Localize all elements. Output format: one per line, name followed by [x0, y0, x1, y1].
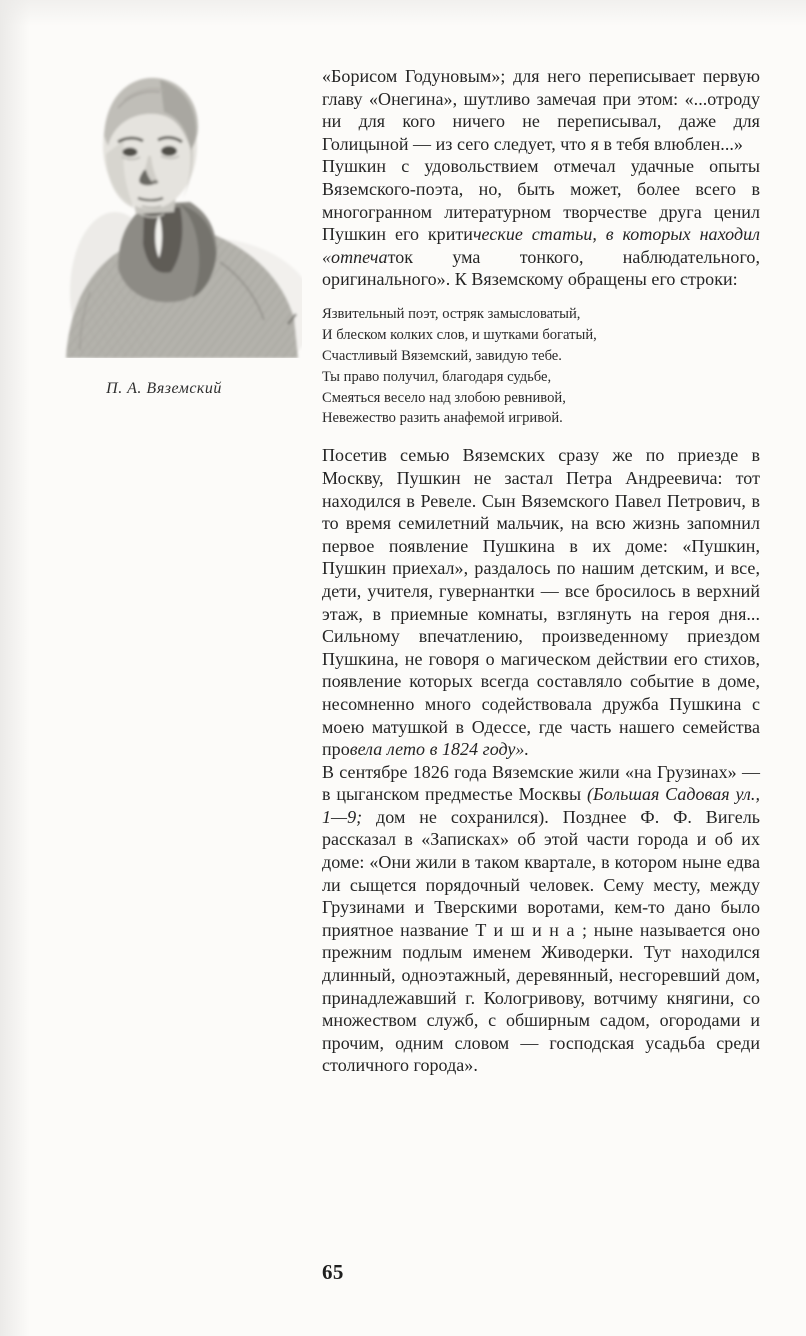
text-run: ческие статьи, в которых находил «отпеча	[322, 224, 761, 267]
portrait-illustration	[60, 62, 302, 358]
poem-line: Язвительный поэт, остряк замысловатый,	[322, 305, 581, 322]
text-run: Пушкин с удовольствием отмечал удачные опыты Вяземского-поэта, но, быть может, более всего в многогранном литературном творчестве друга ценил Пушкин его крити	[322, 156, 760, 245]
body-paragraph	[322, 761, 760, 1077]
text-run: «Борисом Годуновым»; для него переписывает первую главу «Онегина», шутливо замечая при этом: «...отроду ни для кого ничего не переписывал, даже для Голицыной — из сего следует, что я в тебя влюблен...»	[322, 66, 760, 154]
body-paragraph	[322, 444, 760, 760]
text-run: ток ума тонкого, наблюдательного, оригинального». К Вяземскому обращены его строки:	[322, 246, 760, 290]
page-number: 65	[322, 1260, 344, 1284]
portrait-caption: П. А. Вяземский	[106, 380, 222, 397]
text-run: (Большая Садовая ул., 1—9;	[322, 784, 760, 827]
poem-line: Смеяться весело над злобою ревнивой,	[322, 389, 566, 406]
scan-shading-left	[0, 0, 30, 1336]
text-run: дом не сохранился). Позднее Ф. Ф. Вигель рассказал в «Записках» об этой части города и об их доме: «Они жили в таком квартале, в котором ныне едва ли сыщется порядочный человек. Сему месту, между Грузинами и Тверскими воротами, кем-то дано было приятное название	[322, 806, 760, 940]
text-run: В сентябре 1826 года Вяземские жили «на Грузинах» — в цыганском предместье Москвы	[322, 761, 760, 805]
poem-line: Счастливый Вяземский, завидую тебе.	[322, 347, 562, 364]
body-paragraph	[322, 155, 760, 291]
body-paragraph	[322, 65, 760, 155]
text-run: вела лето в 1824 году».	[349, 739, 530, 760]
poem-line: Ты право получил, благодаря судьбе,	[322, 368, 552, 385]
poem-line: И блеском колких слов, и шутками богатый,	[322, 326, 597, 343]
poem-block	[322, 304, 760, 429]
text-run: Тишина	[475, 919, 583, 940]
text-column	[322, 65, 760, 1077]
scan-shading-top	[0, 0, 806, 26]
pencil-portrait-icon	[60, 62, 302, 358]
poem-line: Невежество разить анафемой игривой.	[322, 410, 563, 427]
text-run: Посетив семью Вяземских сразу же по приезде в Москву, Пушкин не застал Петра Андреевича: тот находился в Ревеле. Сын Вяземского Павел Петрович, в то время семилетний мальчик, на всю жизнь запомнил первое появление Пушкина в их доме: «Пушкин, Пушкин приехал», раздалось по нашим детским, и все, дети, учителя, гувернантки — все бросилось в верхний этаж, в приемные комнаты, взглянуть на героя дня... Сильному впечатлению, произведенному приездом Пушкина, не говоря о магическом действии его стихов, появление которых всегда составляло событие в доме, несомненно много содействовала дружба Пушкина с моею матушкой в Одессе, где часть нашего семейства про	[322, 445, 760, 760]
text-run: ; ныне называется оно прежним подлым именем Живодерки. Тут находился длинный, одноэтажный, деревянный, несгоревший дом, принадлежавший г. Кологривову, вотчиму княгини, со множеством служб, с обширным садом, огородами и прочим, одним словом — господская усадьба среди столичного города».	[322, 919, 760, 1076]
